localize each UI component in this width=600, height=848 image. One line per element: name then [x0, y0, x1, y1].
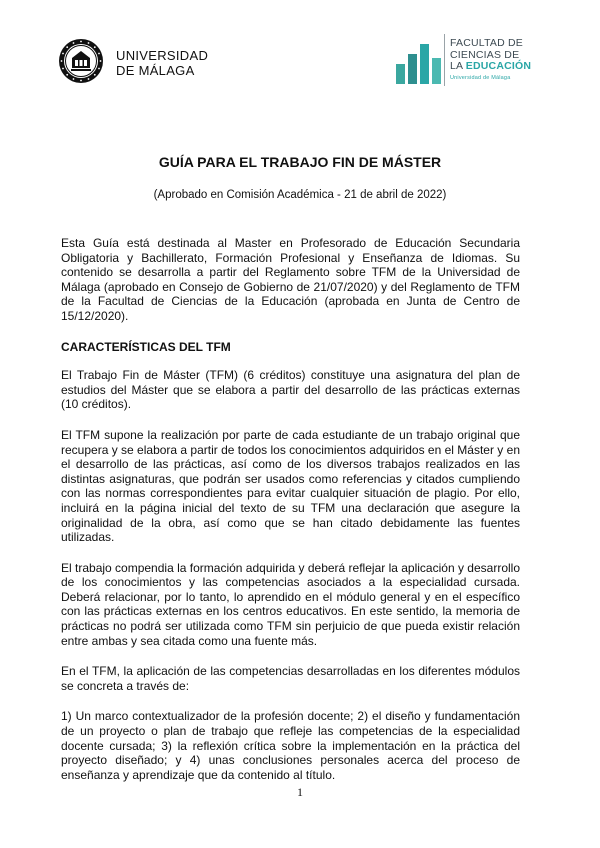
faculty-subtitle: Universidad de Málaga	[450, 74, 511, 81]
document-subtitle: (Aprobado en Comisión Académica - 21 de abril de 2022)	[153, 189, 447, 201]
body-paragraph: El trabajo compendia la formación adquirida y deberá reflejar la aplicación y desarrollo de los conocimientos y las competencias asociados a la especialidad cursada. Deberá relacionar, por lo tanto, lo aprendido en el módulo general y en el específico con las prácticas externas en los centros educativos. En este sentido, la memoria de prácticas no podrá ser utilizada como TFM sin perjuicio de que pueda existir relación entre ambas y sea citada como una fuente más.	[61, 560, 520, 648]
faculty-logo-divider	[444, 34, 445, 86]
faculty-name-line3-accent: EDUCACIÓN	[465, 60, 532, 72]
body-paragraph: El Trabajo Fin de Máster (TFM) (6 créditos) constituye una asignatura del plan de estudios del Máster que se elabora a partir del desarrollo de las prácticas externas (10 créditos).	[61, 368, 520, 412]
body-paragraph: En el TFM, la aplicación de las competencias desarrolladas en los diferentes módulos se concreta a través de:	[61, 664, 520, 693]
university-name-line2: DE MÁLAGA	[116, 63, 195, 78]
faculty-name-line3	[450, 61, 531, 73]
university-seal-icon	[58, 38, 104, 84]
faculty-name-line1: FACULTAD DE	[450, 37, 523, 49]
body-paragraph: 1) Un marco contextualizador de la profesión docente; 2) el diseño y fundamentación de un proyecto o plan de trabajo que refleje las competencias de la especialidad docente cursada; 3) la reflexión crítica sobre la implementación en la práctica del proyecto diseñado; y 4) unas conclusiones personales acerca del proceso de enseñanza y aprendizaje que da contenido al título.	[61, 709, 520, 782]
university-name	[116, 48, 208, 78]
faculty-bars-icon	[396, 42, 442, 84]
faculty-name	[450, 38, 531, 82]
faculty-name-line3-prefix: LA	[450, 60, 466, 72]
document-title: GUÍA PARA EL TRABAJO FIN DE MÁSTER	[158, 154, 442, 170]
section-heading: CARACTERÍSTICAS DEL TFM	[61, 339, 231, 354]
document-body	[61, 236, 520, 798]
university-logo	[58, 38, 209, 84]
intro-paragraph: Esta Guía está destinada al Master en Profesorado de Educación Secundaria Obligatoria y Bachillerato, Formación Profesional y Enseñanza de Idiomas. Su contenido se desarrolla a partir del Reglamento sobre TFM de la Universidad de Málaga (aprobado en Consejo de Gobierno de 21/07/2020) y del Reglamento de TFM de la Facultad de Ciencias de la Educación (aprobada en Junta de Centro de 15/12/2020).	[61, 236, 520, 323]
faculty-name-line2: CIENCIAS DE	[450, 48, 520, 61]
body-paragraph: El TFM supone la realización por parte de cada estudiante de un trabajo original que recupera y se elabora a partir de todos los conocimientos adquiridos en el Máster y en el desarrollo de las prácticas, así como de los diversos trabajos realizados en las distintas asignaturas, que podrán ser usados como referencias y citados cumpliendo con las normas correspondientes para evitar cualquier situación de plagio. Por ello, incluirá en la página inicial del texto de su TFM una declaración que asegure la originalidad de la obra, así como que se han citado debidamente las fuentes utilizadas.	[61, 427, 520, 545]
university-name-line1: UNIVERSIDAD	[116, 48, 209, 63]
page-number: 1	[297, 785, 303, 799]
faculty-logo	[396, 34, 556, 90]
